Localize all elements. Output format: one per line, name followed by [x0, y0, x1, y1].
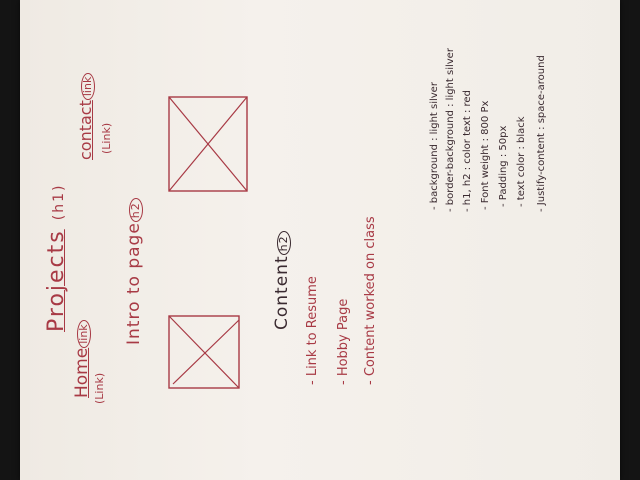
page-title-text: Projects [44, 229, 69, 332]
contact-link-subtag: (Link) [100, 122, 113, 154]
style-note: - h1, h2 : color text : red [462, 90, 473, 212]
page-title [44, 184, 69, 332]
home-link-tag: link [77, 320, 91, 347]
content-list-item: - Content worked on class [363, 216, 378, 385]
intro-heading [124, 198, 144, 345]
style-note: - text color : black [516, 116, 527, 207]
style-note: - Padding : 50px [498, 125, 509, 207]
style-note: - border-background : light silver [445, 48, 456, 212]
page-title-tag: (h1) [51, 183, 67, 221]
contact-link-tag: link [81, 73, 95, 100]
style-note: - Justify-content : space-around [536, 55, 547, 212]
home-link-text: Home [72, 347, 92, 398]
intro-heading-tag: h2 [129, 198, 143, 222]
content-list-item[interactable]: - Link to Resume [305, 276, 320, 385]
home-link-subtag: (Link) [93, 372, 106, 404]
home-link[interactable] [72, 320, 92, 398]
content-list-item[interactable]: - Hobby Page [336, 298, 351, 385]
image-placeholder-left [167, 314, 241, 390]
intro-heading-text: Intro to page [124, 222, 144, 345]
contact-link-text: contact [76, 100, 95, 160]
image-placeholder-right [167, 95, 251, 193]
content-heading-tag: h2 [277, 231, 291, 255]
contact-link[interactable] [76, 73, 95, 160]
content-heading [272, 231, 292, 330]
paper-sheet [20, 0, 620, 480]
style-note: - Font weight : 800 Px [480, 100, 491, 210]
content-heading-text: Content [272, 255, 292, 330]
style-note: - background : light silver [429, 82, 440, 210]
